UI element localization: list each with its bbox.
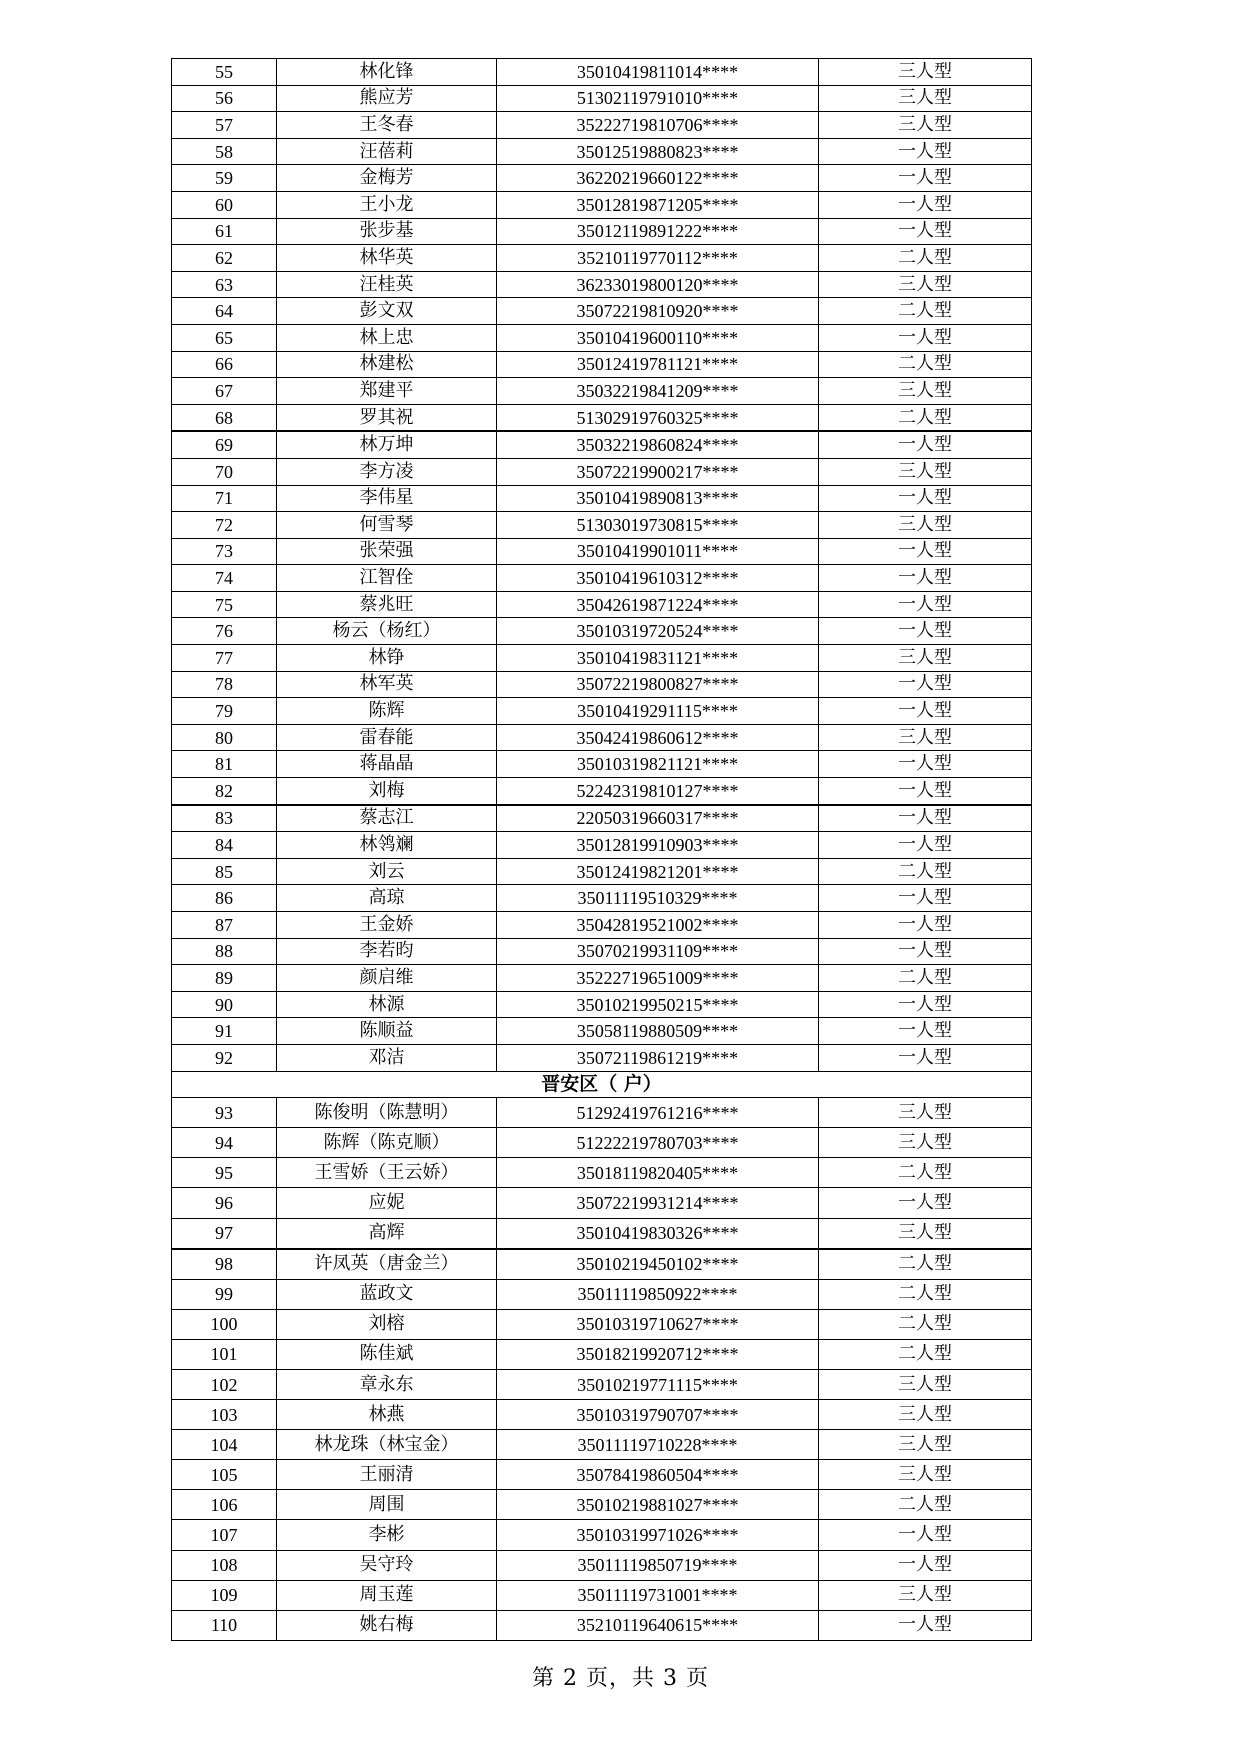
household-type: 一人型 <box>819 1044 1032 1071</box>
id-number: 51222219780703**** <box>497 1128 819 1158</box>
row-number: 60 <box>172 191 277 218</box>
id-number: 35011119710228**** <box>497 1430 819 1460</box>
applicant-name: 刘榕 <box>277 1309 497 1339</box>
household-type: 三人型 <box>819 271 1032 298</box>
id-number: 35010419811014**** <box>497 59 819 86</box>
household-type: 一人型 <box>819 751 1032 778</box>
household-type: 一人型 <box>819 805 1032 832</box>
section-heading-body <box>172 1071 1032 1098</box>
id-number: 35010219771115**** <box>497 1370 819 1400</box>
household-type: 二人型 <box>819 298 1032 325</box>
household-type: 二人型 <box>819 1279 1032 1309</box>
table-row <box>172 1490 1032 1520</box>
household-type: 二人型 <box>819 1309 1032 1339</box>
table-row <box>172 85 1032 112</box>
id-number: 35010419901011**** <box>497 538 819 565</box>
household-type: 二人型 <box>819 1339 1032 1369</box>
household-type: 一人型 <box>819 991 1032 1018</box>
applicant-name: 何雪琴 <box>277 512 497 539</box>
id-number: 35010419830326**** <box>497 1218 819 1249</box>
id-number: 35011119850922**** <box>497 1279 819 1309</box>
applicant-name: 林万坤 <box>277 431 497 458</box>
applicant-name: 江智佺 <box>277 565 497 592</box>
table-body-part-a <box>172 59 1032 1072</box>
table-row <box>172 1249 1032 1280</box>
applicant-name: 王小龙 <box>277 191 497 218</box>
table-row <box>172 991 1032 1018</box>
household-type: 二人型 <box>819 351 1032 378</box>
table-row <box>172 165 1032 192</box>
row-number: 56 <box>172 85 277 112</box>
table-row <box>172 458 1032 485</box>
row-number: 75 <box>172 591 277 618</box>
applicant-name: 林铮 <box>277 645 497 672</box>
table-row <box>172 1044 1032 1071</box>
id-number: 35010319710627**** <box>497 1309 819 1339</box>
household-type: 一人型 <box>819 832 1032 859</box>
row-number: 103 <box>172 1400 277 1430</box>
table-row <box>172 565 1032 592</box>
applicant-name: 吴守玲 <box>277 1550 497 1580</box>
applicant-name: 李彬 <box>277 1520 497 1550</box>
household-type: 一人型 <box>819 1188 1032 1218</box>
applicant-name: 张荣强 <box>277 538 497 565</box>
row-number: 70 <box>172 458 277 485</box>
table-row <box>172 1580 1032 1610</box>
id-number: 51292419761216**** <box>497 1098 819 1128</box>
row-number: 80 <box>172 724 277 751</box>
table-row <box>172 1098 1032 1128</box>
row-number: 87 <box>172 912 277 939</box>
id-number: 35072219800827**** <box>497 671 819 698</box>
row-number: 92 <box>172 1044 277 1071</box>
row-number: 66 <box>172 351 277 378</box>
table-row <box>172 1279 1032 1309</box>
household-type: 一人型 <box>819 912 1032 939</box>
table-row <box>172 645 1032 672</box>
applicant-name: 林化锋 <box>277 59 497 86</box>
household-type: 三人型 <box>819 458 1032 485</box>
row-number: 78 <box>172 671 277 698</box>
household-type: 三人型 <box>819 724 1032 751</box>
table-row <box>172 138 1032 165</box>
table-row <box>172 591 1032 618</box>
table-row <box>172 698 1032 725</box>
row-number: 102 <box>172 1370 277 1400</box>
table-row <box>172 778 1032 805</box>
applicant-name: 王金娇 <box>277 912 497 939</box>
row-number: 79 <box>172 698 277 725</box>
table-row <box>172 404 1032 431</box>
applicant-name: 彭文双 <box>277 298 497 325</box>
id-number: 35078419860504**** <box>497 1460 819 1490</box>
household-type: 三人型 <box>819 645 1032 672</box>
household-type: 一人型 <box>819 485 1032 512</box>
household-type: 一人型 <box>819 1610 1032 1640</box>
table-row <box>172 1370 1032 1400</box>
household-type: 一人型 <box>819 538 1032 565</box>
household-type: 一人型 <box>819 591 1032 618</box>
table-row <box>172 271 1032 298</box>
applicant-name: 杨云（杨红） <box>277 618 497 645</box>
id-number: 35222719810706**** <box>497 112 819 139</box>
row-number: 68 <box>172 404 277 431</box>
row-number: 95 <box>172 1158 277 1188</box>
id-number: 35010319971026**** <box>497 1520 819 1550</box>
table-row <box>172 431 1032 458</box>
row-number: 77 <box>172 645 277 672</box>
row-number: 62 <box>172 245 277 272</box>
applicant-name: 陈俊明（陈慧明） <box>277 1098 497 1128</box>
row-number: 104 <box>172 1430 277 1460</box>
applicant-name: 陈辉（陈克顺） <box>277 1128 497 1158</box>
id-number: 35010419610312**** <box>497 565 819 592</box>
id-number: 35042819521002**** <box>497 912 819 939</box>
id-number: 35010219881027**** <box>497 1490 819 1520</box>
table-row <box>172 485 1032 512</box>
section-heading: 晋安区（ 户） <box>172 1071 1032 1098</box>
id-number: 35010219450102**** <box>497 1249 819 1280</box>
id-number: 35058119880509**** <box>497 1018 819 1045</box>
table-row <box>172 59 1032 86</box>
row-number: 69 <box>172 431 277 458</box>
table-body-part-b <box>172 1098 1032 1641</box>
row-number: 65 <box>172 324 277 351</box>
row-number: 72 <box>172 512 277 539</box>
applicant-name: 林建松 <box>277 351 497 378</box>
id-number: 35010419600110**** <box>497 324 819 351</box>
applicant-name: 姚右梅 <box>277 1610 497 1640</box>
table-row <box>172 298 1032 325</box>
table-row <box>172 751 1032 778</box>
row-number: 59 <box>172 165 277 192</box>
applicant-name: 熊应芳 <box>277 85 497 112</box>
household-type: 三人型 <box>819 85 1032 112</box>
applicant-name: 蔡志江 <box>277 805 497 832</box>
applicant-name: 刘梅 <box>277 778 497 805</box>
household-type: 一人型 <box>819 324 1032 351</box>
applicant-name: 金梅芳 <box>277 165 497 192</box>
table-row <box>172 832 1032 859</box>
table-row <box>172 378 1032 405</box>
applicant-name: 雷春能 <box>277 724 497 751</box>
row-number: 109 <box>172 1580 277 1610</box>
applicant-name: 高辉 <box>277 1218 497 1249</box>
table-row <box>172 912 1032 939</box>
id-number: 35010419831121**** <box>497 645 819 672</box>
household-type: 一人型 <box>819 778 1032 805</box>
row-number: 63 <box>172 271 277 298</box>
table-row <box>172 1339 1032 1369</box>
household-type: 三人型 <box>819 1400 1032 1430</box>
id-number: 51303019730815**** <box>497 512 819 539</box>
row-number: 76 <box>172 618 277 645</box>
row-number: 57 <box>172 112 277 139</box>
id-number: 35070219931109**** <box>497 938 819 965</box>
household-type: 三人型 <box>819 112 1032 139</box>
id-number: 35012419821201**** <box>497 858 819 885</box>
row-number: 85 <box>172 858 277 885</box>
applicant-name: 许凤英（唐金兰） <box>277 1249 497 1280</box>
row-number: 55 <box>172 59 277 86</box>
household-type: 一人型 <box>819 431 1032 458</box>
applicant-name: 林华英 <box>277 245 497 272</box>
applicant-name: 陈辉 <box>277 698 497 725</box>
table-row <box>172 938 1032 965</box>
row-number: 74 <box>172 565 277 592</box>
table-row <box>172 1309 1032 1339</box>
id-number: 35032219860824**** <box>497 431 819 458</box>
id-number: 51302919760325**** <box>497 404 819 431</box>
row-number: 67 <box>172 378 277 405</box>
row-number: 97 <box>172 1218 277 1249</box>
household-type: 一人型 <box>819 218 1032 245</box>
applicant-name: 李若昀 <box>277 938 497 965</box>
row-number: 99 <box>172 1279 277 1309</box>
row-number: 71 <box>172 485 277 512</box>
row-number: 84 <box>172 832 277 859</box>
id-number: 35012519880823**** <box>497 138 819 165</box>
id-number: 35072219931214**** <box>497 1188 819 1218</box>
id-number: 35010319821121**** <box>497 751 819 778</box>
household-type: 一人型 <box>819 698 1032 725</box>
applicant-name: 王丽清 <box>277 1460 497 1490</box>
table-row <box>172 671 1032 698</box>
row-number: 105 <box>172 1460 277 1490</box>
row-number: 91 <box>172 1018 277 1045</box>
table-row <box>172 1610 1032 1640</box>
table-row <box>172 218 1032 245</box>
household-type: 一人型 <box>819 885 1032 912</box>
table-row <box>172 1188 1032 1218</box>
id-number: 35011119850719**** <box>497 1550 819 1580</box>
household-type: 二人型 <box>819 1490 1032 1520</box>
row-number: 90 <box>172 991 277 1018</box>
row-number: 94 <box>172 1128 277 1158</box>
applicant-name: 周玉莲 <box>277 1580 497 1610</box>
id-number: 35012819910903**** <box>497 832 819 859</box>
id-number: 35018219920712**** <box>497 1339 819 1369</box>
household-type: 三人型 <box>819 1370 1032 1400</box>
table-row <box>172 1018 1032 1045</box>
row-number: 58 <box>172 138 277 165</box>
table-row <box>172 1218 1032 1249</box>
page-footer: 第 2 页，共 3 页 <box>532 1666 709 1691</box>
household-type: 三人型 <box>819 59 1032 86</box>
applicant-name: 邓洁 <box>277 1044 497 1071</box>
table-row <box>172 618 1032 645</box>
table-row <box>172 805 1032 832</box>
id-number: 35010219950215**** <box>497 991 819 1018</box>
household-type: 二人型 <box>819 245 1032 272</box>
id-number: 35010319790707**** <box>497 1400 819 1430</box>
applicant-name: 林鸰斓 <box>277 832 497 859</box>
table-row <box>172 1128 1032 1158</box>
table-row <box>172 1520 1032 1550</box>
row-number: 108 <box>172 1550 277 1580</box>
id-number: 35018119820405**** <box>497 1158 819 1188</box>
table-row <box>172 324 1032 351</box>
table-row <box>172 112 1032 139</box>
id-number: 35032219841209**** <box>497 378 819 405</box>
row-number: 61 <box>172 218 277 245</box>
household-type: 三人型 <box>819 1430 1032 1460</box>
household-type: 一人型 <box>819 1550 1032 1580</box>
table-row <box>172 512 1032 539</box>
id-number: 35011119510329**** <box>497 885 819 912</box>
row-number: 110 <box>172 1610 277 1640</box>
row-number: 88 <box>172 938 277 965</box>
table-row <box>172 885 1032 912</box>
table-row <box>172 858 1032 885</box>
applicant-name: 李方凌 <box>277 458 497 485</box>
table-row <box>172 1460 1032 1490</box>
row-number: 98 <box>172 1249 277 1280</box>
household-type: 一人型 <box>819 191 1032 218</box>
table-row <box>172 1430 1032 1460</box>
table-row <box>172 351 1032 378</box>
applicant-name: 陈佳斌 <box>277 1339 497 1369</box>
applicant-name: 林龙珠（林宝金） <box>277 1430 497 1460</box>
household-type: 一人型 <box>819 165 1032 192</box>
id-number: 52242319810127**** <box>497 778 819 805</box>
id-number: 35012119891222**** <box>497 218 819 245</box>
id-number: 35072219810920**** <box>497 298 819 325</box>
row-number: 81 <box>172 751 277 778</box>
id-number: 35042419860612**** <box>497 724 819 751</box>
row-number: 93 <box>172 1098 277 1128</box>
applicant-name: 王雪娇（王云娇） <box>277 1158 497 1188</box>
id-number: 35042619871224**** <box>497 591 819 618</box>
id-number: 35010419890813**** <box>497 485 819 512</box>
id-number: 35072119861219**** <box>497 1044 819 1071</box>
applicant-table <box>171 58 1032 1641</box>
row-number: 106 <box>172 1490 277 1520</box>
row-number: 82 <box>172 778 277 805</box>
table-row <box>172 1550 1032 1580</box>
row-number: 83 <box>172 805 277 832</box>
id-number: 35010319720524**** <box>497 618 819 645</box>
household-type: 二人型 <box>819 965 1032 992</box>
household-type: 二人型 <box>819 858 1032 885</box>
household-type: 二人型 <box>819 1158 1032 1188</box>
household-type: 一人型 <box>819 618 1032 645</box>
row-number: 89 <box>172 965 277 992</box>
household-type: 一人型 <box>819 1520 1032 1550</box>
applicant-name: 陈顺益 <box>277 1018 497 1045</box>
id-number: 35011119731001**** <box>497 1580 819 1610</box>
applicant-name: 罗其祝 <box>277 404 497 431</box>
applicant-name: 张步基 <box>277 218 497 245</box>
household-type: 三人型 <box>819 378 1032 405</box>
applicant-name: 蒋晶晶 <box>277 751 497 778</box>
household-type: 三人型 <box>819 1460 1032 1490</box>
id-number: 51302119791010**** <box>497 85 819 112</box>
id-number: 35210119770112**** <box>497 245 819 272</box>
applicant-name: 汪蓓莉 <box>277 138 497 165</box>
table-row <box>172 191 1032 218</box>
household-type: 三人型 <box>819 1218 1032 1249</box>
row-number: 96 <box>172 1188 277 1218</box>
household-type: 二人型 <box>819 404 1032 431</box>
household-type: 一人型 <box>819 138 1032 165</box>
table-row <box>172 1158 1032 1188</box>
table-row <box>172 245 1032 272</box>
household-type: 三人型 <box>819 1580 1032 1610</box>
applicant-name: 刘云 <box>277 858 497 885</box>
applicant-name: 颜启维 <box>277 965 497 992</box>
applicant-name: 林上忠 <box>277 324 497 351</box>
applicant-name: 汪桂英 <box>277 271 497 298</box>
household-type: 三人型 <box>819 1098 1032 1128</box>
row-number: 101 <box>172 1339 277 1369</box>
id-number: 35012419781121**** <box>497 351 819 378</box>
applicant-name: 章永东 <box>277 1370 497 1400</box>
household-type: 三人型 <box>819 512 1032 539</box>
table-row <box>172 724 1032 751</box>
applicant-name: 周围 <box>277 1490 497 1520</box>
applicant-name: 林源 <box>277 991 497 1018</box>
household-type: 二人型 <box>819 1249 1032 1280</box>
household-type: 三人型 <box>819 1128 1032 1158</box>
table-row <box>172 965 1032 992</box>
row-number: 100 <box>172 1309 277 1339</box>
household-type: 一人型 <box>819 1018 1032 1045</box>
applicant-name: 林燕 <box>277 1400 497 1430</box>
id-number: 35222719651009**** <box>497 965 819 992</box>
row-number: 73 <box>172 538 277 565</box>
id-number: 35210119640615**** <box>497 1610 819 1640</box>
row-number: 64 <box>172 298 277 325</box>
household-type: 一人型 <box>819 565 1032 592</box>
household-type: 一人型 <box>819 671 1032 698</box>
applicant-name: 王冬春 <box>277 112 497 139</box>
row-number: 107 <box>172 1520 277 1550</box>
id-number: 36233019800120**** <box>497 271 819 298</box>
table-row <box>172 1400 1032 1430</box>
id-number: 22050319660317**** <box>497 805 819 832</box>
id-number: 35010419291115**** <box>497 698 819 725</box>
row-number: 86 <box>172 885 277 912</box>
applicant-name: 郑建平 <box>277 378 497 405</box>
applicant-name: 林军英 <box>277 671 497 698</box>
id-number: 36220219660122**** <box>497 165 819 192</box>
applicant-name: 应妮 <box>277 1188 497 1218</box>
applicant-name: 李伟星 <box>277 485 497 512</box>
applicant-name: 蔡兆旺 <box>277 591 497 618</box>
applicant-name: 蓝政文 <box>277 1279 497 1309</box>
table-row <box>172 538 1032 565</box>
household-type: 一人型 <box>819 938 1032 965</box>
applicant-name: 高琼 <box>277 885 497 912</box>
id-number: 35012819871205**** <box>497 191 819 218</box>
id-number: 35072219900217**** <box>497 458 819 485</box>
